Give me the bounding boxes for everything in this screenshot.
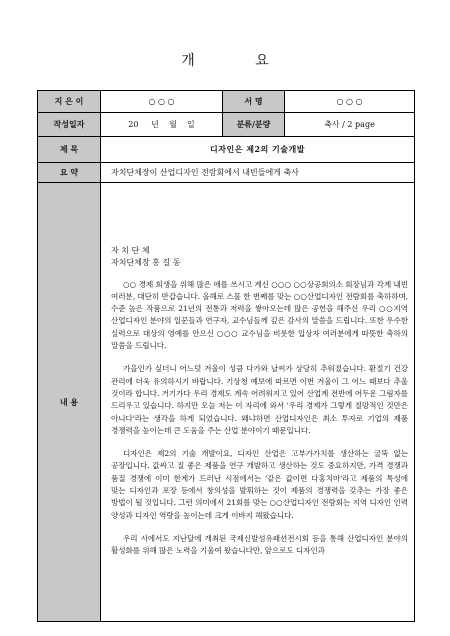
date-row bbox=[38, 113, 415, 137]
date-value: 20 년 월 일 bbox=[101, 113, 223, 137]
summary-form-table bbox=[37, 90, 415, 622]
salutation-speaker: 자치단체장 홍 길 동 bbox=[111, 257, 181, 267]
book-title-value: ○ ○ ○ bbox=[285, 91, 415, 113]
content-body bbox=[101, 183, 415, 622]
content-label: 내 용 bbox=[38, 183, 101, 622]
subject-label: 제 목 bbox=[38, 137, 101, 163]
content-paragraph-1: ○○ 경제 회생을 위해 많은 애를 쓰시고 계신 ○○○ ○○상공회의소 회장님과 각계 내빈 여러분, 대단히 반갑습니다. 올해로 스물 한 번째를 맞는 ○○산업디자인 전람회를 축하하며, 수준 높은 작품으로 21년의 전통과 저력을 쌓아오는데 많은 공헌을 해주신 우리 ○○지역 산업디자인 분야의 일꾼들과 연구자, 교수님들께 깊은 감사의 말씀을 드립니다. 또한 우수한 실력으로 대상의 영예를 안으신 ○○○ 교수님을 비롯한 입상자 여러분에게 따뜻한 축하의 말씀을 드립니다. bbox=[111, 279, 408, 351]
author-row bbox=[38, 91, 415, 113]
date-label: 작성일자 bbox=[38, 113, 101, 137]
salutation bbox=[111, 245, 408, 269]
content-paragraph-2: 가을인가 싶더니 어느덧 겨울이 성큼 다가와 날씨가 상당히 추워졌습니다. 환절기 건강 관리에 더욱 유의하시기 바랍니다. 기상청 예보에 따르면 이번 겨울이 그 어느 때보다 추울 것이라 합니다. 거기가다 우리 경제도 계속 어려워지고 있어 산업계 전반에 어두운 그림자를 드리우고 있습니다. 하지만 오늘 저는 이 자리에 와서 '우리 경제가 그렇게 절망적인 것만은 아니다'라는 생각을 하게 되었습니다. 왜냐하면 산업디자인은 최소 투자로 기업의 제품 경쟁력을 높이는데 큰 도움을 주는 산업 분야이기 때문입니다. bbox=[111, 364, 408, 435]
salutation-org: 자 치 단 체 bbox=[111, 245, 150, 255]
author-label: 지 은 이 bbox=[38, 91, 101, 113]
summary-row bbox=[38, 163, 415, 183]
subject-value: 디자인은 제2의 기술개발 bbox=[101, 137, 415, 163]
book-title-label: 서 명 bbox=[223, 91, 285, 113]
content-paragraph-4: 우리 시에서도 지난달에 개최된 국제신발섬유패션전시회 등을 통해 산업디자인 분야의 활성화를 위해 많은 노력을 기울여 왔습니다만, 앞으로도 디자인과 bbox=[111, 533, 408, 556]
content-paragraph-3: 디자인은 제2의 기술 개발이요, 디자인 산업은 고부가가치를 생산하는 굴뚝 없는 공장입니다. 값싸고 질 좋은 제품을 연구 개발하고 생산하는 것도 중요하지만, 가격 경쟁과 품질 경쟁에 이미 한계가 드러난 시점에서는 '같은 값이면 다홍치마'라고 제품의 특성에 맞는 디자인과 포장 등에서 창의성을 발휘하는 것이 제품의 경쟁력을 갖추는 가장 좋은 방법이 될 것입니다. 그런 의미에서 21회를 맞는 ○○산업디자인 전람회는 지역 디자인 인력 양성과 디자인 역량을 높이는데 크게 이바지 해왔습니다. bbox=[111, 449, 408, 520]
author-value: ○ ○ ○ bbox=[101, 91, 223, 113]
category-value: 축사 / 2 page bbox=[285, 113, 415, 137]
category-label: 분류/분량 bbox=[223, 113, 285, 137]
summary-label: 요 약 bbox=[38, 163, 101, 183]
summary-value: 자치단체장이 산업디자인 전람회에서 내빈들에게 축사 bbox=[101, 163, 415, 183]
subject-row bbox=[38, 137, 415, 163]
content-row bbox=[38, 183, 415, 622]
page-title: 개 요 bbox=[181, 53, 297, 69]
